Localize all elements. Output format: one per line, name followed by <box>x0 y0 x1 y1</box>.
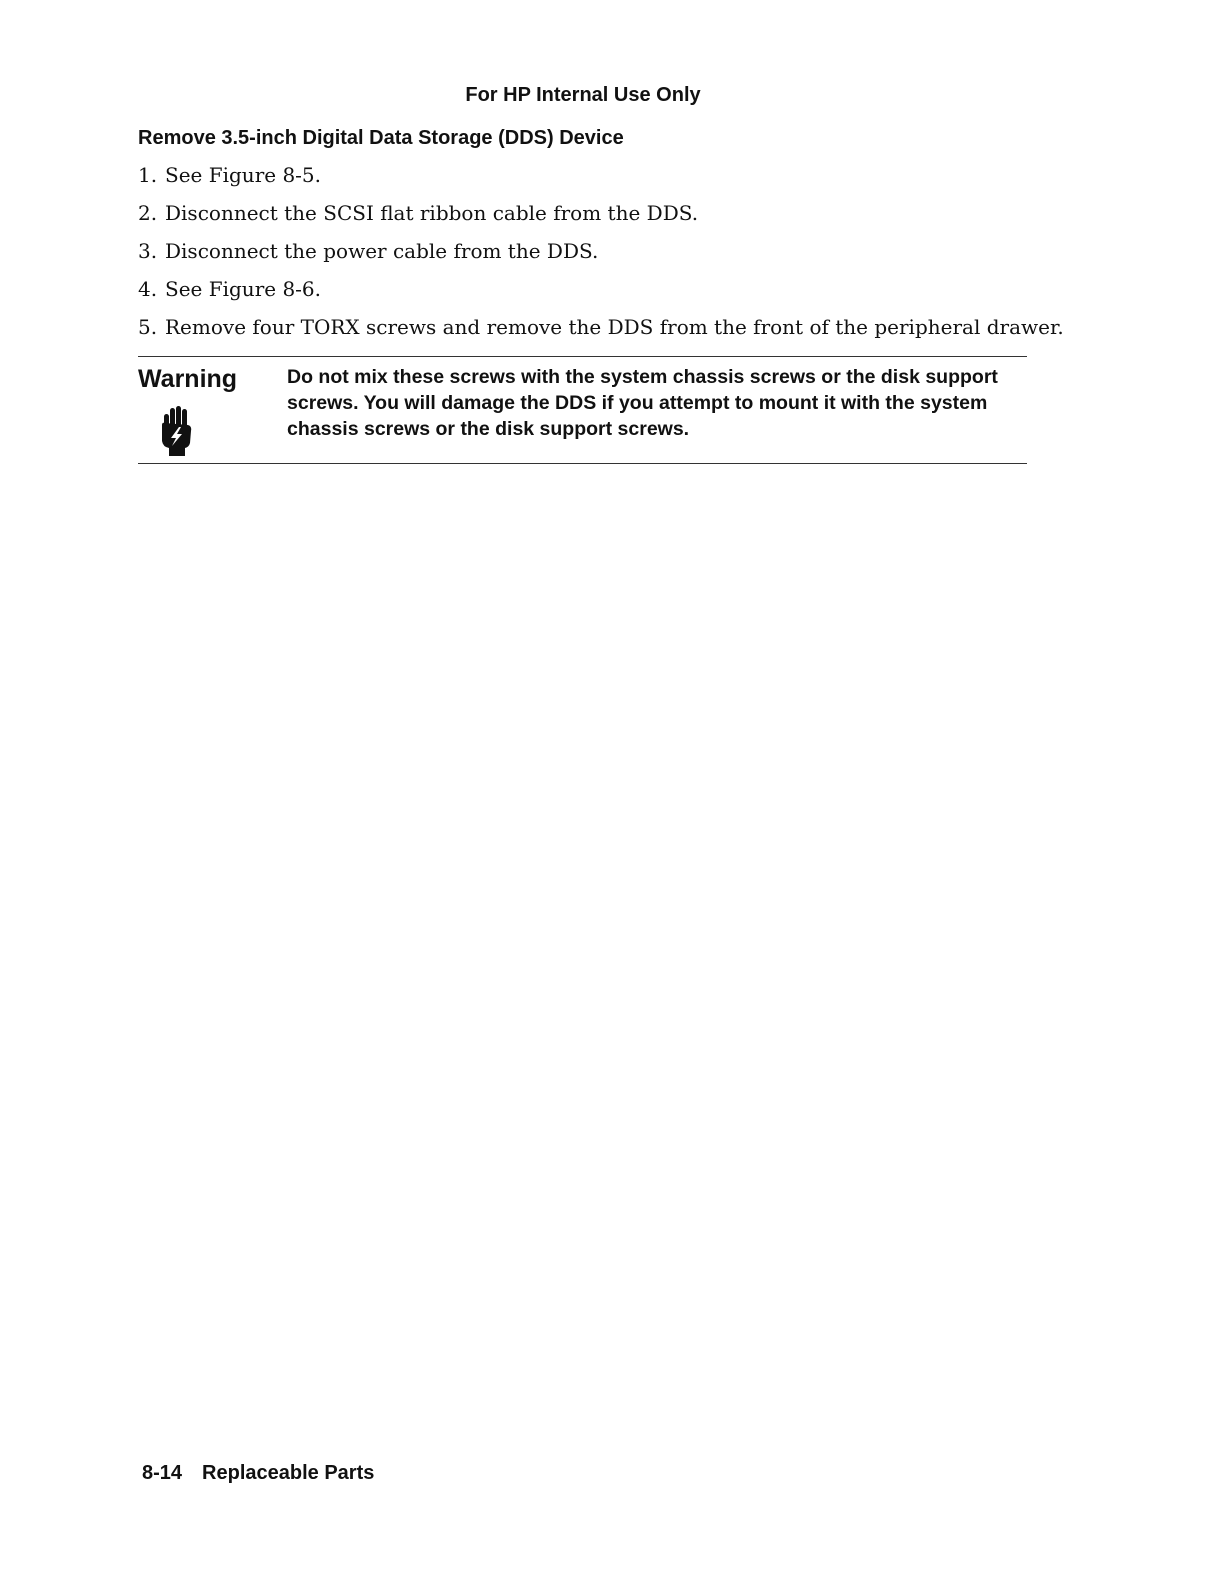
step-number: 2. <box>138 201 158 225</box>
step-number: 1. <box>138 163 158 187</box>
step-text: See Figure 8-6. <box>165 277 322 301</box>
steps-list <box>138 162 1064 352</box>
warning-bottom-divider <box>138 463 1027 464</box>
warning-top-divider <box>138 356 1027 357</box>
list-item <box>138 162 1038 200</box>
list-item <box>138 238 1038 276</box>
list-item <box>138 314 1064 352</box>
warning-text: Do not mix these screws with the system chassis screws or the disk support screws. You will damage the DDS if you attempt to mount it with the system chassis screws or the disk support screws. <box>287 366 998 440</box>
step-number: 4. <box>138 277 158 301</box>
list-item <box>138 200 1038 238</box>
page-footer <box>142 1461 374 1485</box>
footer-section-name: Replaceable Parts <box>202 1462 375 1484</box>
step-text: Disconnect the SCSI flat ribbon cable from the DDS. <box>165 201 699 225</box>
step-number: 5. <box>138 315 158 339</box>
section-title: Remove 3.5-inch Digital Data Storage (DDS) Device <box>138 127 624 149</box>
step-number: 3. <box>138 239 158 263</box>
warning-label: Warning <box>138 365 238 393</box>
step-text: Disconnect the power cable from the DDS. <box>165 239 599 263</box>
step-text: See Figure 8-5. <box>165 163 322 187</box>
hand-lightning-icon <box>160 405 194 457</box>
step-text: Remove four TORX screws and remove the DDS from the front of the peripheral drawer. <box>165 315 1064 339</box>
list-item <box>138 276 1038 314</box>
page-number: 8-14 <box>142 1462 183 1484</box>
page-header: For HP Internal Use Only <box>465 84 701 106</box>
